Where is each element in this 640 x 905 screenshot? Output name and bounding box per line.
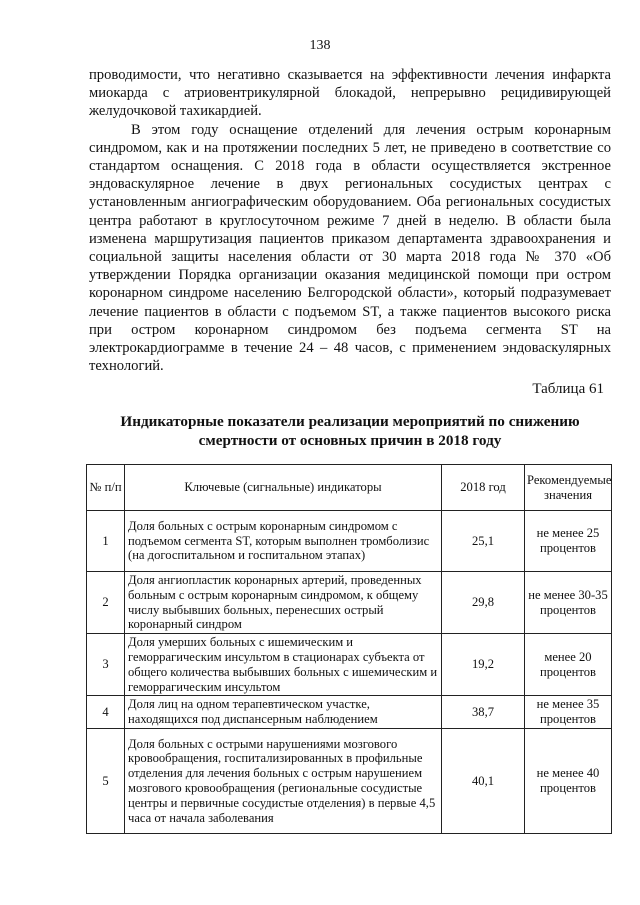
row-num: 4 bbox=[87, 696, 125, 729]
indicators-table bbox=[86, 464, 612, 834]
row-year-value: 40,1 bbox=[442, 728, 525, 833]
table-label: Таблица 61 bbox=[532, 381, 604, 397]
table-row bbox=[87, 572, 612, 634]
table-title: Индикаторные показатели реализации мероприятий по снижению смертности от основных причин в 2018 году bbox=[120, 413, 580, 449]
body-text bbox=[89, 66, 611, 375]
page-number: 138 bbox=[309, 38, 331, 53]
row-year-value: 38,7 bbox=[442, 696, 525, 729]
row-num: 1 bbox=[87, 511, 125, 572]
row-indicator: Доля ангиопластик коронарных артерий, проведенных больным с острым коронарным синдромом, к общему числу выбывших больных, перенесших острый коронарный синдром bbox=[125, 572, 442, 634]
header-indicator: Ключевые (сигнальные) индикаторы bbox=[125, 465, 442, 511]
row-indicator: Доля больных с острыми нарушениями мозгового кровообращения, госпитализированных в профильные отделения для лечения больных с острым нарушением мозгового кровообращения (региональные сосудистые центры и первичные сосудистые отделения) в первые 4,5 часа от начала заболевания bbox=[125, 728, 442, 833]
paragraph-1: проводимости, что негативно сказывается на эффективности лечения инфаркта миокарда с атриовентрикулярной блокадой, непрерывно рецидивирующей желудочковой тахикардией. bbox=[89, 67, 611, 120]
row-indicator: Доля умерших больных с ишемическим и геморрагическим инсультом в стационарах субъекта от общего количества выбывших больных с ишемическим и геморрагическим инсультом bbox=[125, 634, 442, 696]
row-year-value: 29,8 bbox=[442, 572, 525, 634]
row-num: 2 bbox=[87, 572, 125, 634]
table-row bbox=[87, 511, 612, 572]
table-header-row bbox=[87, 465, 612, 511]
row-year-value: 25,1 bbox=[442, 511, 525, 572]
header-num: № п/п bbox=[87, 465, 125, 511]
header-year: 2018 год bbox=[442, 465, 525, 511]
row-recommended: не менее 25 процентов bbox=[525, 511, 612, 572]
row-recommended: менее 20 процентов bbox=[525, 634, 612, 696]
row-recommended: не менее 35 процентов bbox=[525, 696, 612, 729]
header-recommended: Рекомендуемые значения bbox=[525, 465, 612, 511]
table-row bbox=[87, 634, 612, 696]
table-row bbox=[87, 696, 612, 729]
row-indicator: Доля лиц на одном терапевтическом участке, находящихся под диспансерным наблюдением bbox=[125, 696, 442, 729]
paragraph-2: В этом году оснащение отделений для лечения острым коронарным синдромом, как и на протяжении последних 5 лет, не приведено в соответствие со стандартом оснащения. С 2018 года в области осуществляется экстренное эндоваскулярное лечение в двух региональных сосудистых центрах с установленным ангиографическим оборудованием. Оба региональных сосудистых центра работают в круглосуточном режиме 7 дней в неделю. В области была изменена маршрутизация пациентов приказом департамента здравоохранения и социальной защиты населения области от 30 марта 2018 года № 370 «Об утверждении Порядка организации оказания медицинской помощи при остром коронарном синдроме населению Белгородской области», который подразумевает лечение пациентов в области с подъемом ST, а также пациентов высокого риска при остром коронарном синдромом без подъема сегмента ST на электрокардиограмме в течение 24 – 48 часов, с применением эндоваскулярных технологий. bbox=[89, 121, 611, 375]
row-recommended: не менее 30-35 процентов bbox=[525, 572, 612, 634]
row-num: 5 bbox=[87, 728, 125, 833]
row-recommended: не менее 40 процентов bbox=[525, 728, 612, 833]
row-year-value: 19,2 bbox=[442, 634, 525, 696]
row-num: 3 bbox=[87, 634, 125, 696]
table-row bbox=[87, 728, 612, 833]
row-indicator: Доля больных с острым коронарным синдромом с подъемом сегмента ST, которым выполнен тромболизис (на догоспитальном и госпитальном этапах) bbox=[125, 511, 442, 572]
